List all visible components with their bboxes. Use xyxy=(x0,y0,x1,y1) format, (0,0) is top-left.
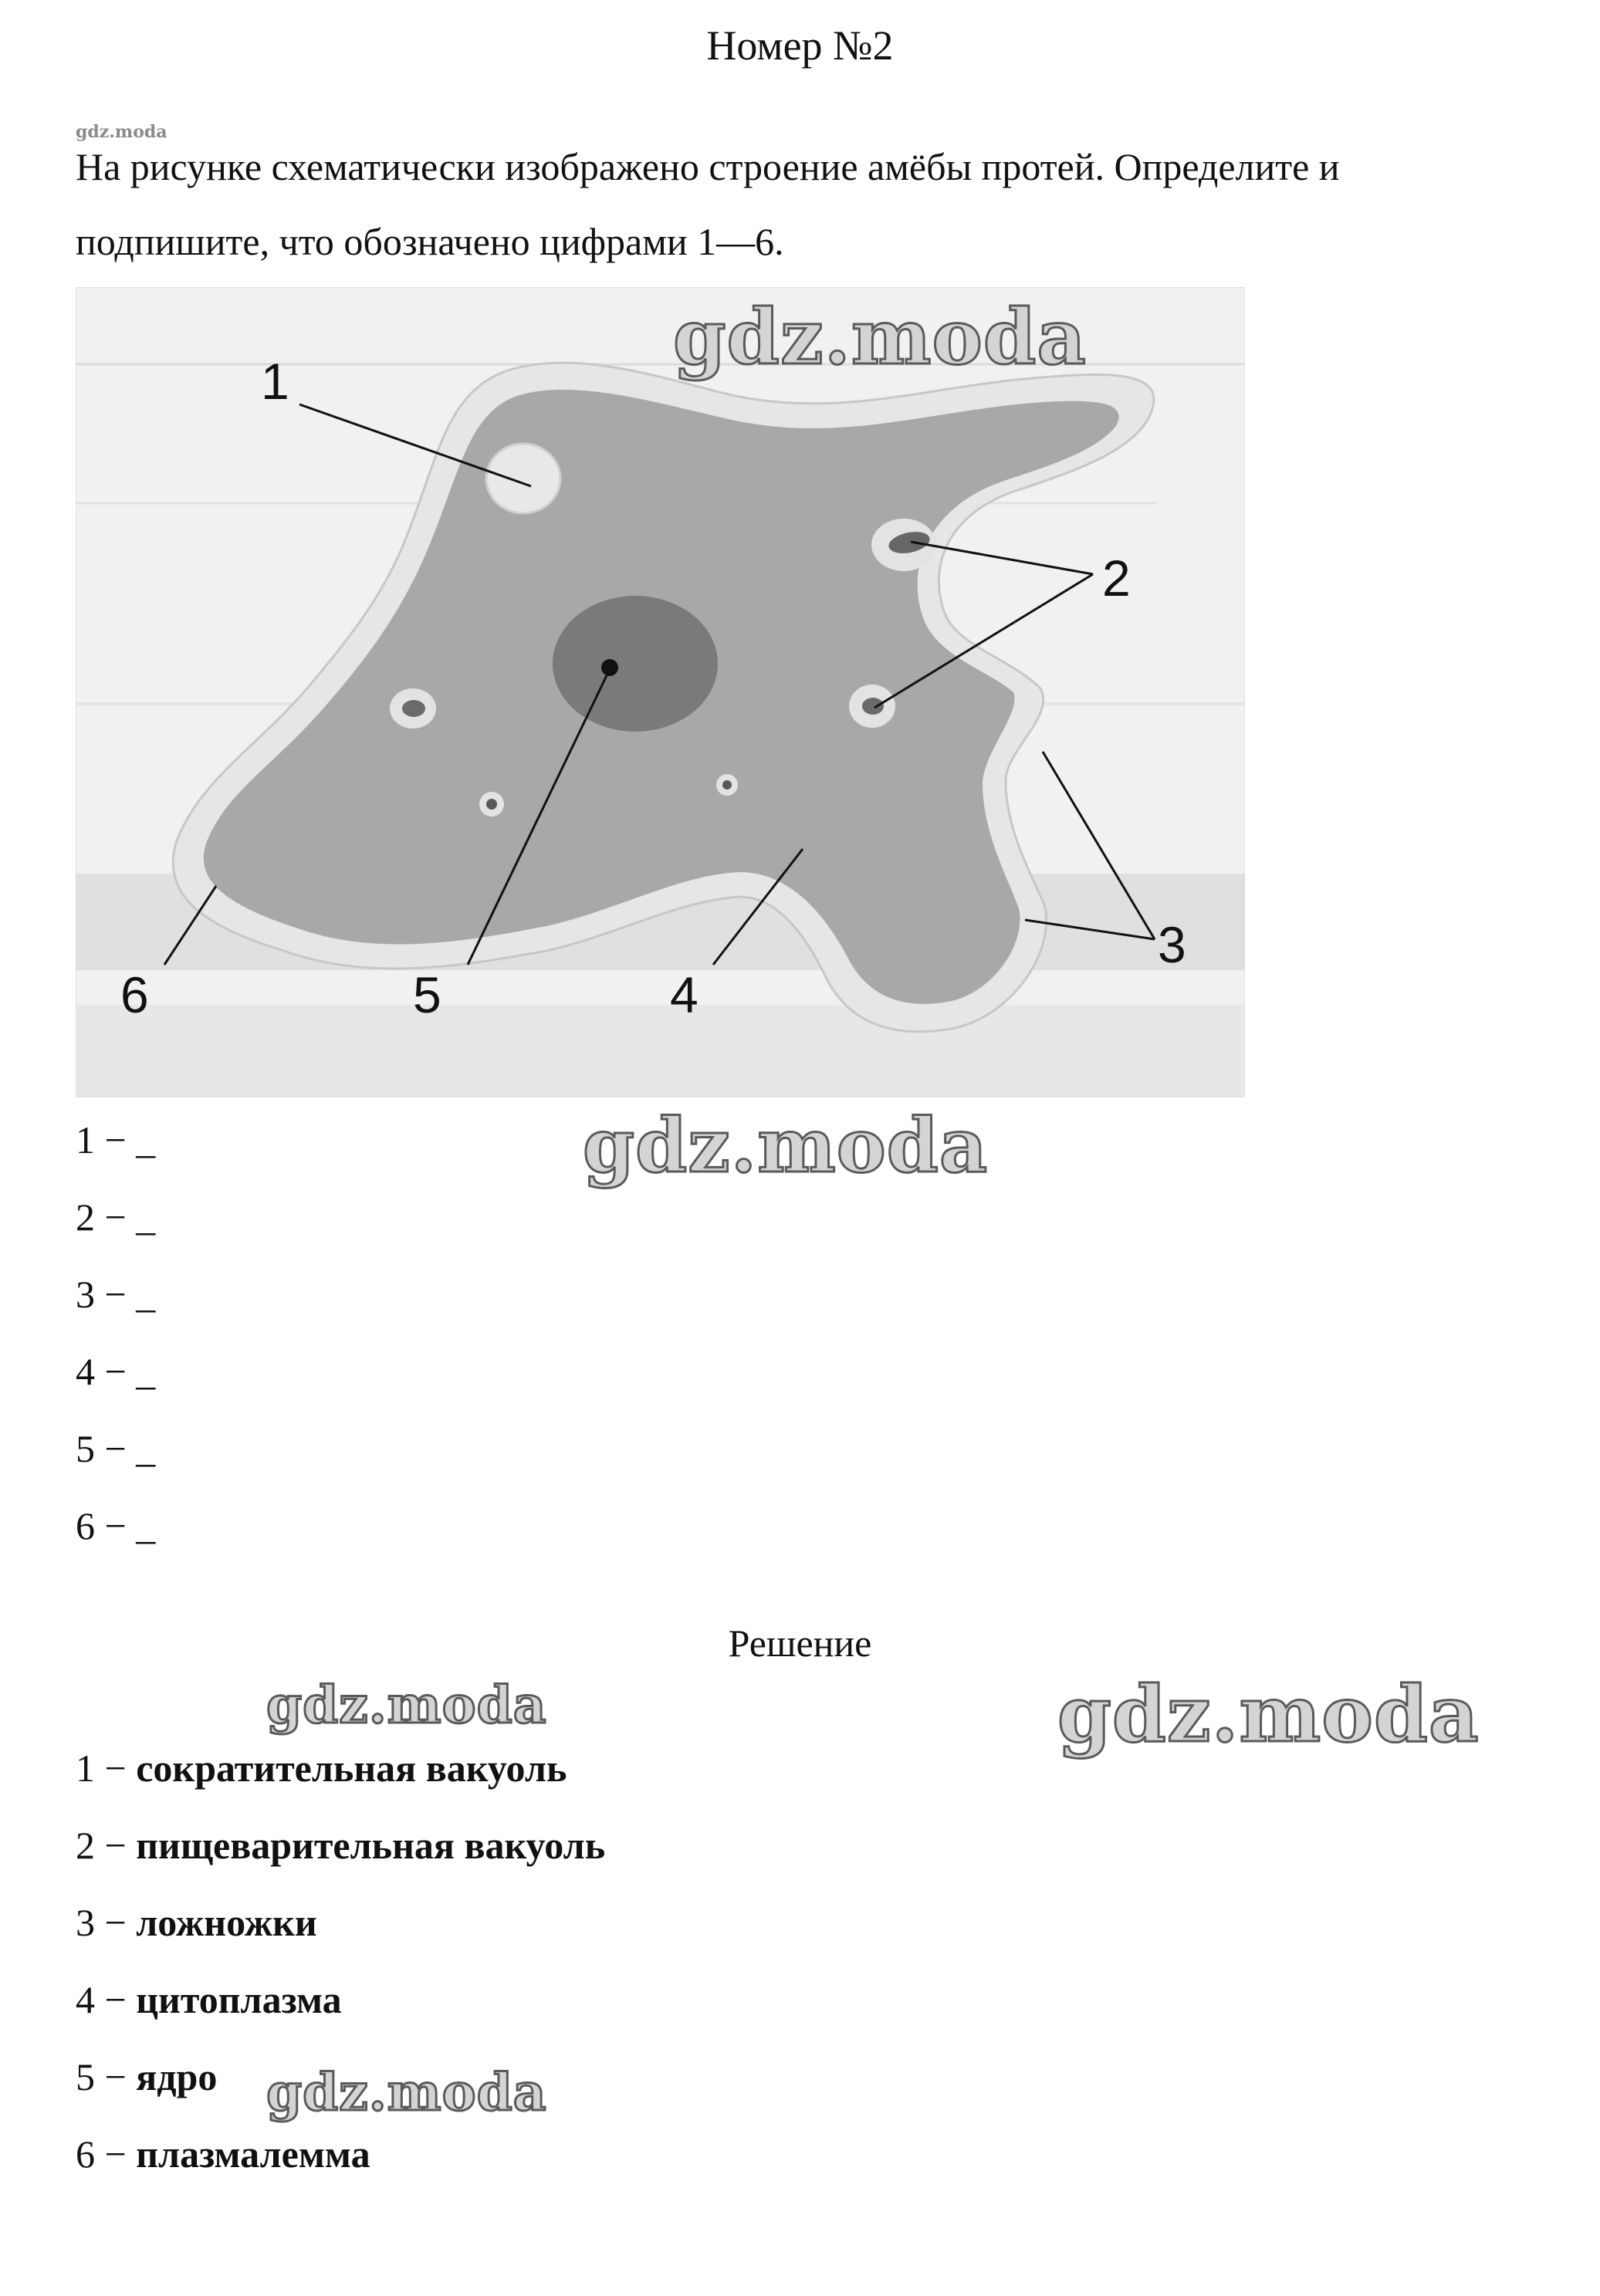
answer-row: 3 − ложножки xyxy=(76,1901,317,1944)
figure-label-1: 1 xyxy=(261,353,289,410)
page-title: Номер №2 xyxy=(706,22,894,69)
answer-row: 5 − ядро xyxy=(76,2055,218,2098)
figure-label-2: 2 xyxy=(1102,549,1131,607)
answer-row: 4 − цитоплазма xyxy=(76,1978,342,2021)
blank-row: 2 − _ xyxy=(76,1195,156,1239)
figure-label-5: 5 xyxy=(413,966,441,1023)
watermark-large: gdz.moda xyxy=(583,1102,989,1189)
blank-row: 4 − _ xyxy=(76,1350,156,1393)
watermark-small: gdz.moda xyxy=(76,122,167,142)
watermark-large: gdz.moda xyxy=(266,1675,547,1735)
answer-row: 1 − сократительная вакуоль xyxy=(76,1747,567,1790)
nucleolus xyxy=(601,659,618,676)
blank-row: 5 − _ xyxy=(76,1427,156,1470)
figure-label-3: 3 xyxy=(1158,916,1186,973)
blank-row: 1 − _ xyxy=(76,1118,156,1162)
blank-row: 6 − _ xyxy=(76,1504,156,1547)
watermark-large: gdz.moda xyxy=(1057,1669,1480,1760)
amoeba-figure xyxy=(76,287,1245,1097)
watermark-large: gdz.moda xyxy=(266,2062,547,2122)
figure-label-4: 4 xyxy=(670,966,699,1023)
nucleus xyxy=(553,596,718,732)
blank-row: 3 − _ xyxy=(76,1273,156,1316)
answer-row: 2 − пищеварительная вакуоль xyxy=(76,1824,606,1867)
solution-title: Решение xyxy=(728,1621,872,1665)
figure-label-6: 6 xyxy=(120,966,149,1023)
task-text: На рисунке схематически изображено строение амёбы протей. Определите и подпишите, что обозначено цифрами 1—6. xyxy=(76,145,1340,263)
watermark-large: gdz.moda xyxy=(673,293,1087,382)
answer-row: 6 − плазмалемма xyxy=(76,2132,370,2176)
contractile-vacuole xyxy=(486,444,560,513)
amoeba-diagram xyxy=(76,287,1245,1097)
